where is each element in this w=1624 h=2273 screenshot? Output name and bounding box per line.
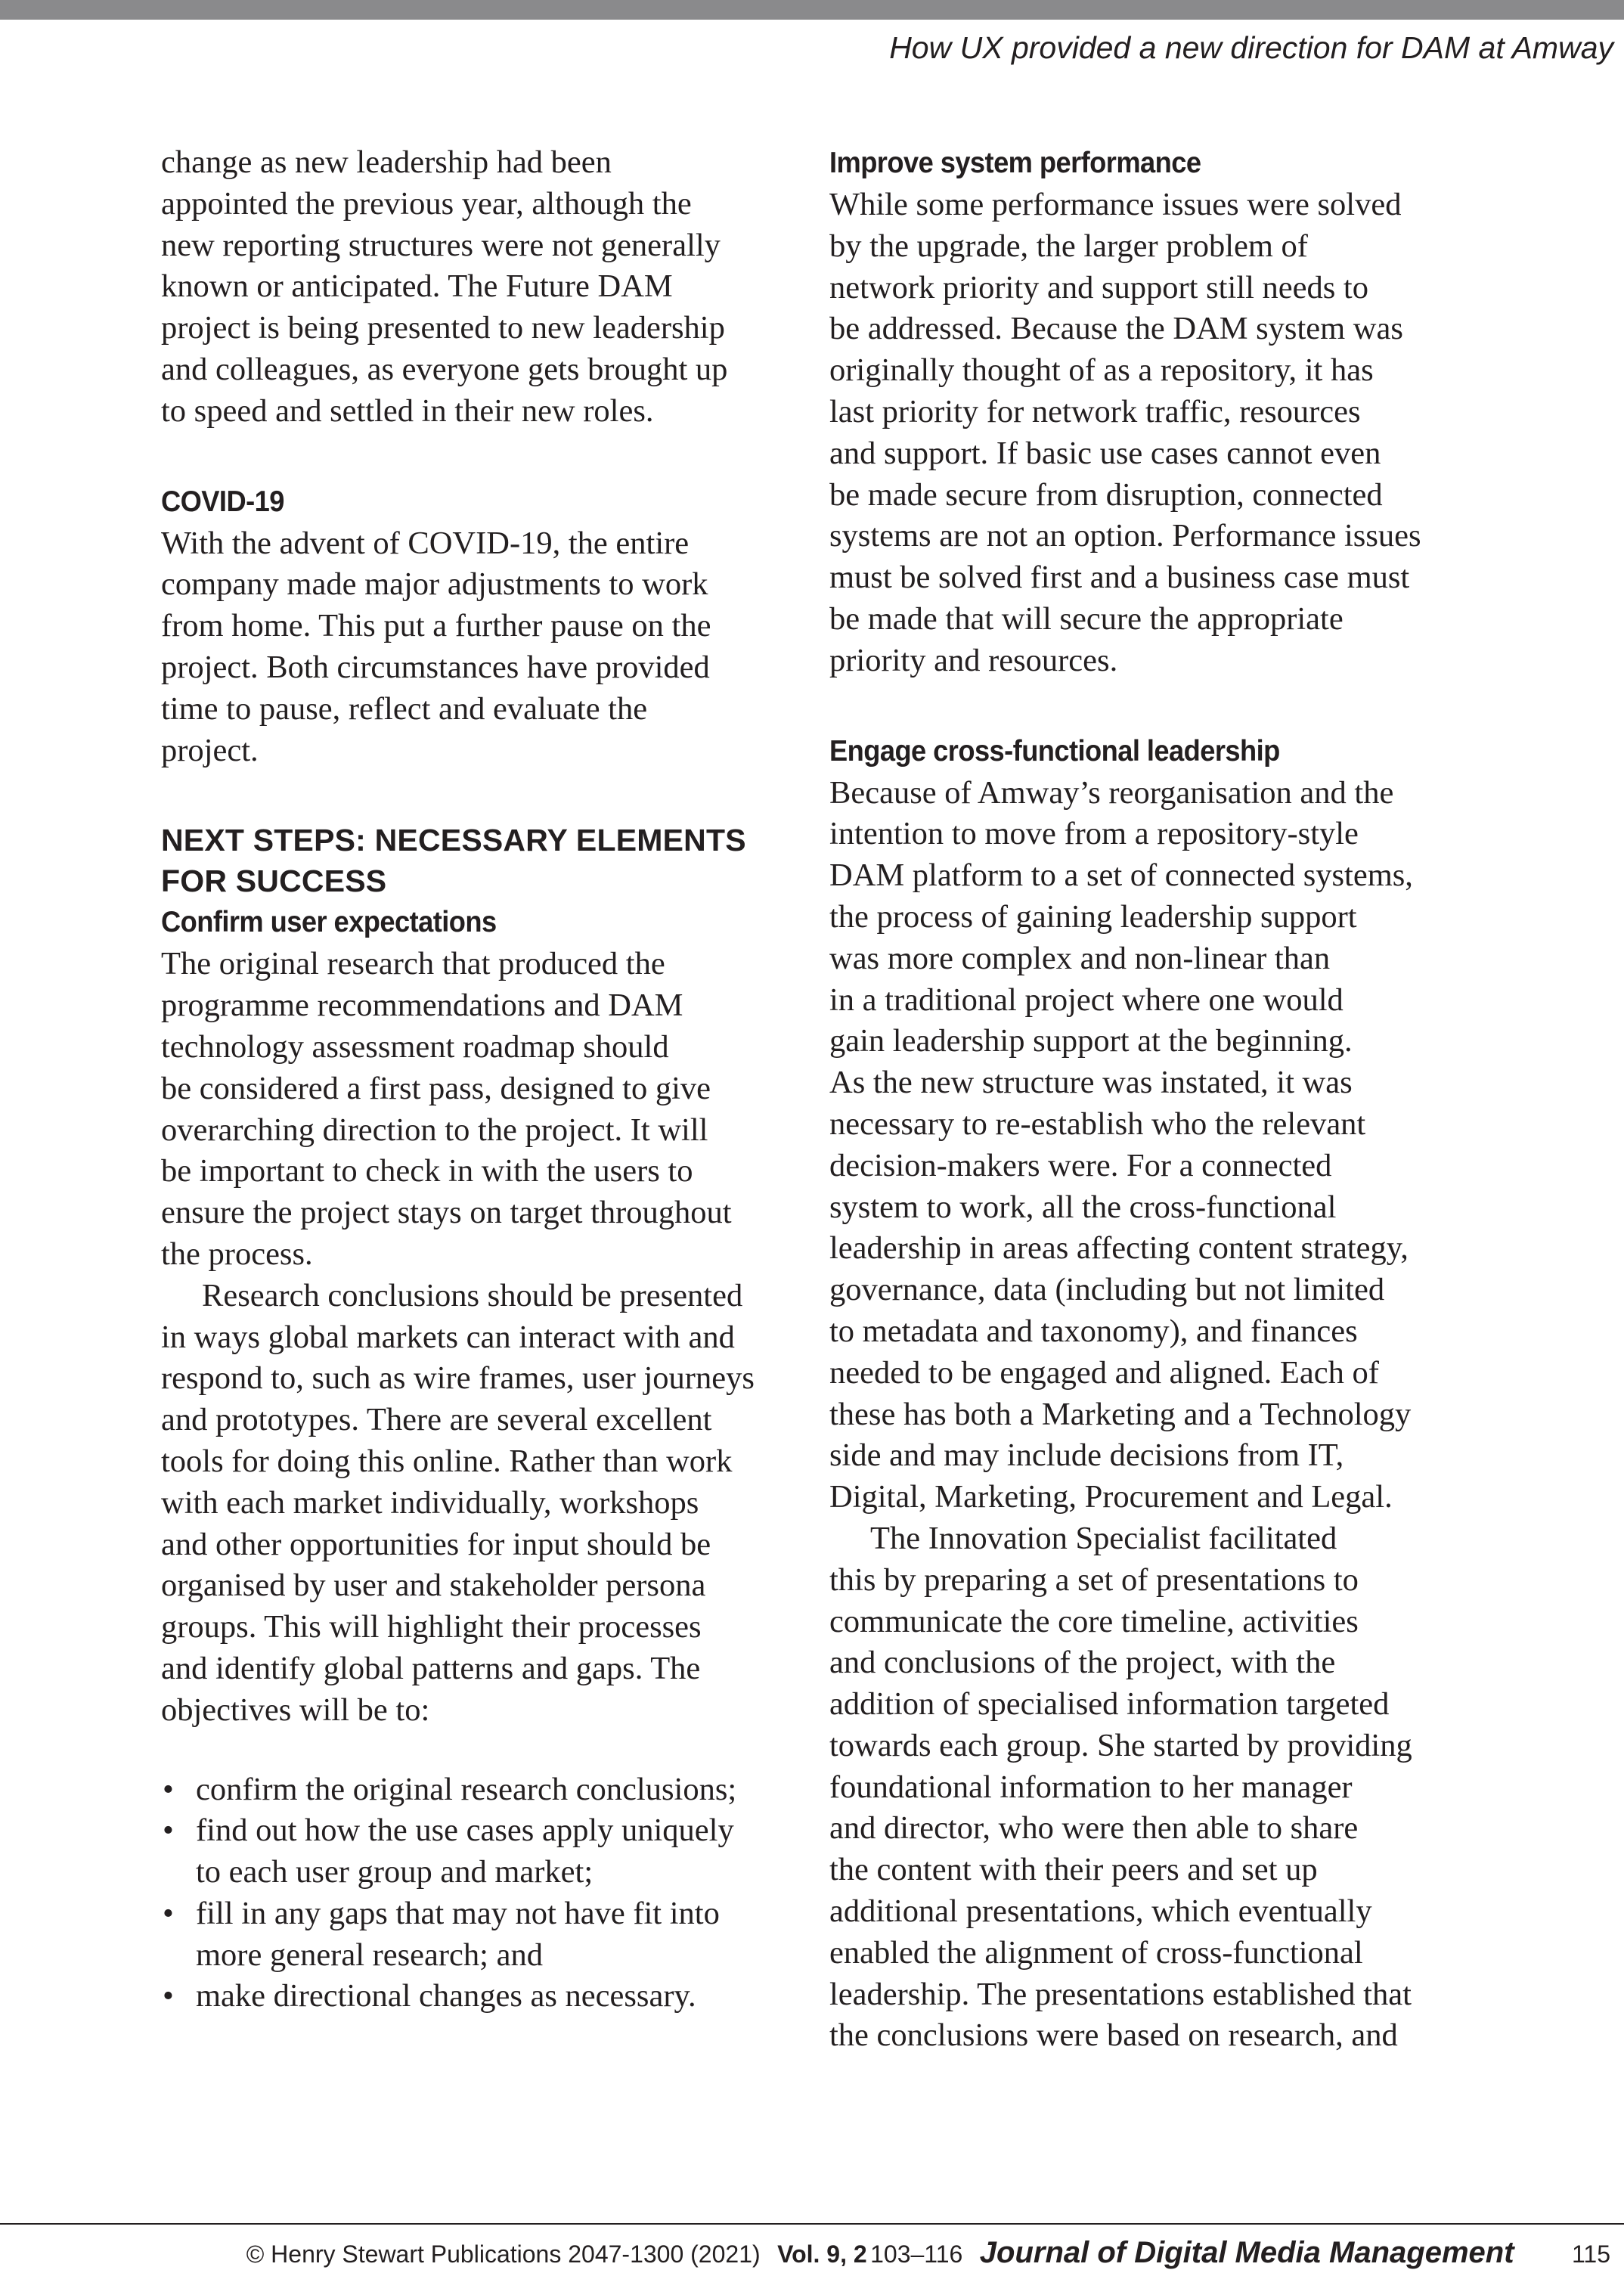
text-line: network priority and support still needs to — [829, 269, 1368, 305]
page-number: 115 — [1571, 2240, 1610, 2268]
performance-paragraph — [829, 185, 1480, 682]
confirm-heading: Confirm user expectations — [161, 906, 497, 939]
header-bar — [0, 0, 1624, 20]
text-line: and identify global patterns and gaps. The — [161, 1650, 701, 1686]
bullet-icon: • — [163, 1978, 174, 2014]
text-line: gain leadership support at the beginning. — [829, 1023, 1353, 1059]
left-column — [161, 142, 796, 2017]
bullet-icon: • — [163, 1771, 174, 1807]
text-line: the process of gaining leadership support — [829, 898, 1357, 935]
text-line: to metadata and taxonomy), and finances — [829, 1313, 1358, 1349]
text-line: originally thought of as a repository, it has — [829, 352, 1374, 389]
text-line: Digital, Marketing, Procurement and Legal. — [829, 1479, 1393, 1515]
text-line: As the new structure was instated, it was — [829, 1065, 1353, 1101]
intro-paragraph — [161, 142, 796, 433]
text-line: Research conclusions should be presented — [202, 1277, 743, 1313]
text-line: organised by user and stakeholder persona — [161, 1568, 706, 1604]
text-line: be addressed. Because the DAM system was — [829, 311, 1403, 347]
page-footer — [246, 2236, 1610, 2270]
footer-volume: Vol. 9, 2 — [777, 2240, 867, 2268]
text-line: and support. If basic use cases cannot even — [829, 435, 1381, 471]
text-line: the process. — [161, 1236, 313, 1272]
innovation-paragraph — [829, 1518, 1480, 2057]
text-line: side and may include decisions from IT, — [829, 1437, 1344, 1474]
text-line: and conclusions of the project, with the — [829, 1645, 1336, 1681]
footer-pages: 103–116 — [870, 2240, 963, 2268]
text-line: enabled the alignment of cross-functional — [829, 1934, 1363, 1971]
text-line: project. Both circumstances have provided — [161, 649, 710, 685]
text-line: The original research that produced the — [161, 946, 665, 982]
bullet-icon: • — [163, 1895, 174, 1931]
text-line: groups. This will highlight their processes — [161, 1609, 702, 1645]
covid-heading: COVID-19 — [161, 485, 284, 518]
research-paragraph — [161, 1276, 796, 1732]
text-line: decision-makers were. For a connected — [829, 1147, 1332, 1183]
text-line: objectives will be to: — [161, 1692, 430, 1728]
text-line: more general research; and — [196, 1937, 543, 1973]
text-line: system to work, all the cross-functional — [829, 1189, 1337, 1225]
text-line: The Innovation Specialist facilitated — [870, 1520, 1337, 1556]
leadership-paragraph — [829, 773, 1480, 1518]
text-line: this by preparing a set of presentations to — [829, 1561, 1359, 1598]
text-line: find out how the use cases apply uniquely — [196, 1813, 734, 1849]
performance-heading: Improve system performance — [829, 147, 1201, 179]
text-line: ensure the project stays on target throughout — [161, 1195, 732, 1231]
text-line: these has both a Marketing and a Technology — [829, 1396, 1412, 1432]
confirm-paragraph — [161, 944, 796, 1275]
text-line: confirm the original research conclusions; — [196, 1771, 737, 1807]
text-line: needed to be engaged and aligned. Each of — [829, 1354, 1379, 1391]
text-line: be made secure from disruption, connected — [829, 476, 1383, 513]
text-line: respond to, such as wire frames, user journeys — [161, 1360, 755, 1397]
text-line: project is being presented to new leadership — [161, 310, 725, 346]
text-line: and other opportunities for input should be — [161, 1526, 711, 1562]
text-line: leadership in areas affecting content strategy, — [829, 1230, 1409, 1267]
text-line: leadership. The presentations established that — [829, 1976, 1412, 2012]
text-line: With the advent of COVID-19, the entire — [161, 525, 690, 561]
list-item — [161, 1810, 796, 1893]
text-line: overarching direction to the project. It will — [161, 1112, 708, 1148]
text-line: fill in any gaps that may not have fit into — [196, 1895, 720, 1931]
footer-copyright: © Henry Stewart Publications 2047-1300 (2021) — [246, 2240, 761, 2268]
text-line: in a traditional project where one would — [829, 981, 1344, 1018]
text-line: additional presentations, which eventually — [829, 1893, 1372, 1930]
text-line: company made major adjustments to work — [161, 566, 708, 603]
text-line: and colleagues, as everyone gets brought up — [161, 351, 728, 387]
text-line: addition of specialised information targeted — [829, 1686, 1390, 1723]
footer-rule — [0, 2223, 1624, 2225]
text-line: priority and resources. — [829, 642, 1118, 678]
text-line: appointed the previous year, although the — [161, 185, 692, 222]
text-line: intention to move from a repository-style — [829, 816, 1359, 852]
section-heading-line: FOR SUCCESS — [161, 864, 387, 899]
text-line: project. — [161, 732, 259, 768]
running-head: How UX provided a new direction for DAM at Amway — [889, 30, 1613, 65]
text-line: systems are not an option. Performance issues — [829, 518, 1421, 554]
text-line: technology assessment roadmap should — [161, 1028, 669, 1065]
next-steps-heading — [161, 820, 796, 901]
leadership-heading: Engage cross-functional leadership — [829, 734, 1280, 767]
text-line: and director, who were then able to share — [829, 1810, 1359, 1847]
text-line: and prototypes. There are several excellent — [161, 1402, 712, 1438]
text-line: was more complex and non-linear than — [829, 940, 1331, 976]
text-line: be important to check in with the users to — [161, 1153, 693, 1189]
text-line: While some performance issues were solved — [829, 187, 1402, 222]
footer-journal-title: Journal of Digital Media Management — [979, 2236, 1514, 2269]
text-line: to speed and settled in their new roles. — [161, 392, 654, 429]
text-line: DAM platform to a set of connected systems, — [829, 857, 1413, 894]
text-line: make directional changes as necessary. — [196, 1978, 696, 2014]
text-line: from home. This put a further pause on the — [161, 608, 711, 644]
text-line: Because of Amway’s reorganisation and the — [829, 774, 1394, 811]
text-line: be considered a first pass, designed to give — [161, 1070, 711, 1106]
list-item — [161, 1976, 796, 2017]
text-line: to each user group and market; — [196, 1854, 594, 1890]
text-line: governance, data (including but not limited — [829, 1272, 1385, 1308]
text-line: last priority for network traffic, resources — [829, 393, 1361, 429]
right-column — [829, 142, 1480, 2057]
text-line: in ways global markets can interact with and — [161, 1319, 735, 1355]
covid-paragraph — [161, 523, 796, 772]
text-line: new reporting structures were not generally — [161, 227, 721, 263]
text-line: the conclusions were based on research, and — [829, 2017, 1398, 2054]
objectives-list — [161, 1769, 796, 2018]
text-line: tools for doing this online. Rather than work — [161, 1443, 733, 1479]
bullet-icon: • — [163, 1813, 174, 1849]
section-heading-line: NEXT STEPS: NECESSARY ELEMENTS — [161, 823, 746, 858]
text-line: the content with their peers and set up — [829, 1852, 1318, 1888]
text-line: by the upgrade, the larger problem of — [829, 228, 1308, 264]
text-line: communicate the core timeline, activities — [829, 1603, 1359, 1639]
text-line: foundational information to her manager — [829, 1769, 1353, 1805]
text-line: necessary to re-establish who the relevant — [829, 1105, 1366, 1142]
list-item — [161, 1769, 796, 1811]
text-line: programme recommendations and DAM — [161, 988, 683, 1024]
text-line: time to pause, reflect and evaluate the — [161, 690, 648, 727]
list-item — [161, 1893, 796, 1977]
text-line: known or anticipated. The Future DAM — [161, 268, 673, 305]
text-line: change as new leadership had been — [161, 144, 612, 180]
text-line: with each market individually, workshops — [161, 1484, 699, 1521]
text-line: must be solved first and a business case must — [829, 560, 1410, 596]
text-line: towards each group. She started by providing — [829, 1727, 1412, 1763]
text-line: be made that will secure the appropriate — [829, 600, 1344, 637]
